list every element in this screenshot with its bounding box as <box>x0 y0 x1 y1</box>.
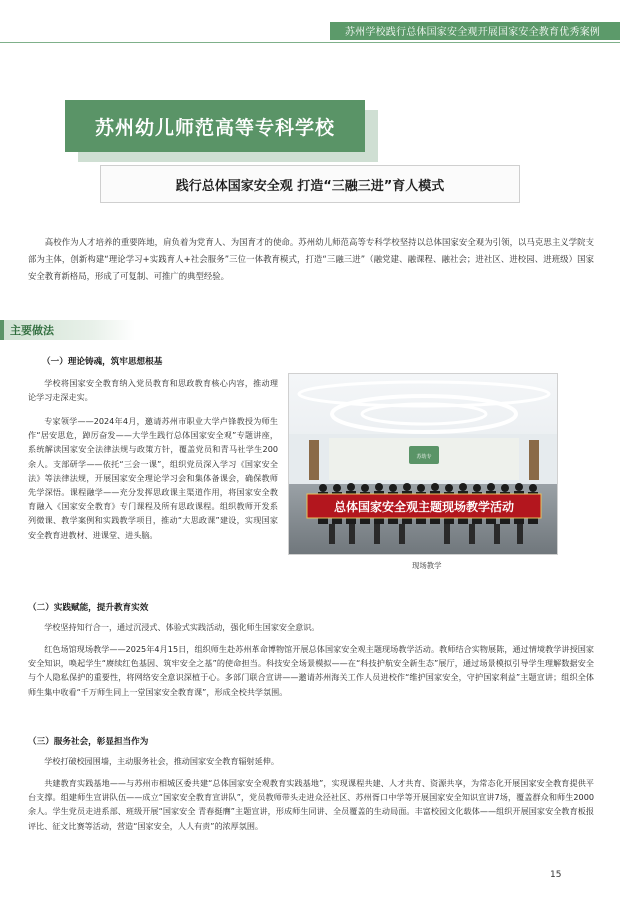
practice2-heading: （二）实践赋能，提升教育实效 <box>28 603 149 613</box>
section-accent <box>0 320 4 340</box>
photo-caption: 现场教学 <box>412 561 442 570</box>
header-rule <box>0 42 620 43</box>
practice1-heading: （一）理论铸魂，筑牢思想根基 <box>42 357 163 367</box>
field-teaching-photo <box>288 373 558 555</box>
practice3-intro: 学校打破校园围墙，主动服务社会，推动国家安全教育辐射延伸。 <box>44 756 279 766</box>
photo-illustration <box>289 374 558 555</box>
practice1-intro: 学校将国家安全教育纳入党员教育和思政教育核心内容，推动理论学习走深走实。 <box>28 378 278 403</box>
photo-banner-text: 总体国家安全观主题现场教学活动 <box>333 500 515 514</box>
practice2-intro: 学校坚持知行合一，通过沉浸式、体验式实践活动，强化师生国家安全意识。 <box>44 622 320 632</box>
article-subtitle: 践行总体国家安全观 打造“三融三进”育人模式 <box>175 178 445 194</box>
practice2-body: 红色场馆现场教学——2025年4月15日，组织师生赴苏州革命博物馆开展总体国家安全观主题现场教学活动。教师结合实物展陈，通过情境教学讲授国家安全知识，唤起学生“赓续红色基因、筑牢安全之基”的使命担当。科技安全场景模拟——在“科技护航安全新生态”展厅，通过场景模拟引导学生理解数据安全与个人隐私保护的重要性，将网络安全意识深植于心。多部门联合宣讲——邀请苏州海关工作人员进校作“维护国家安全，守护国家利益”主题宣讲；组织全体师生集中收看“千万师生同上一堂国家安全教育课”，形成全校共学氛围。 <box>28 644 594 697</box>
practice3-body: 共建教育实践基地——与苏州市相城区委共建“总体国家安全观教育实践基地”，实现课程共建、人才共育、资源共享，为常态化开展国家安全教育提供平台支撑。组建师生宣讲队伍——成立“国家安全教育宣讲队”，党员教师带头走进众泾社区、苏州胥口中学等开展国家安全知识宣讲7场，覆盖群众和师生2000余人。学生党员走进系部、班级开展“国家安全 青春挺膺”主题宣讲，形成师生同讲、全员覆盖的生动局面。丰富校园文化载体——组织开展国家安全教育板报评比、征文比赛等活动，营造“国家安全，人人有责”的浓厚氛围。 <box>28 778 594 831</box>
intro-paragraph: 高校作为人才培养的重要阵地，肩负着为党育人、为国育才的使命。苏州幼儿师范高等专科学校坚持以总体国家安全观为引领，以马克思主义学院支部为主体，创新构建“理论学习+实践育人+社会服务”三位一体教育模式，打造“三融三进”（融党建、融课程、融社会；进社区、进校园、进班级）国家安全教育新格局，形成了可复制、可推广的典型经验。 <box>28 237 594 281</box>
practice1-body: 专家领学——2024年4月，邀请苏州市职业大学卢锋教授为师生作“居安思危，踔厉奋发——大学生践行总体国家安全观”专题讲座，系统解读国家安全法律法规与政策方针，覆盖党员和青马社学生200余人。支部研学——依托“三会一课”，组织党员深入学习《国家安全法》等法律法规，开展国家安全理论学习会和集体备课会，确保教师先学深悟。课程融学——充分发挥思政课主渠道作用，将国家安全教育融入《国家安全教育》专门课程及所有思政课程。组织教师开发系列微课、教学案例和实践教学项目，推动“大思政课”建设，实现国家安全教育进教材、进课堂、进头脑。 <box>28 416 278 540</box>
section-heading: 主要做法 <box>10 324 54 337</box>
subtitle-box <box>100 165 520 203</box>
school-title: 苏州幼儿师范高等专科学校 <box>94 116 335 139</box>
page-number: 15 <box>550 870 562 880</box>
title-box <box>65 100 365 152</box>
photo-badge: 苏幼专 <box>416 454 432 460</box>
running-header: 苏州学校践行总体国家安全观开展国家安全教育优秀案例 <box>345 27 600 38</box>
practice3-heading: （三）服务社会，彰显担当作为 <box>28 737 149 747</box>
